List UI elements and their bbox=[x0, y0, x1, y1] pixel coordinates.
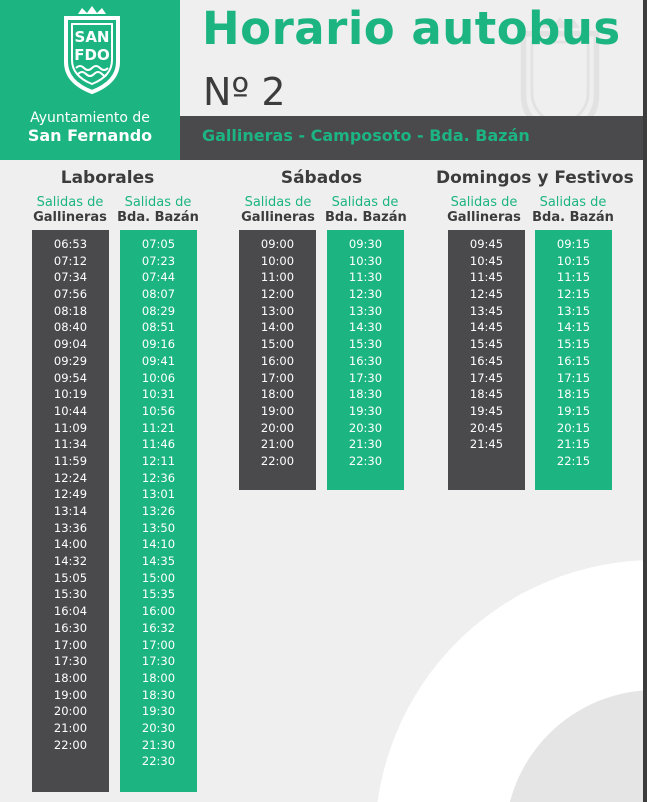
departure-time: 22:30 bbox=[348, 453, 383, 468]
departure-time: 17:00 bbox=[53, 637, 88, 652]
departure-time: 08:40 bbox=[53, 320, 88, 335]
times-column-laborales-bazan bbox=[120, 230, 197, 792]
departure-time: 13:45 bbox=[469, 303, 504, 318]
departure-time: 14:00 bbox=[53, 537, 88, 552]
departure-time: 20:30 bbox=[348, 420, 383, 435]
departure-time: 15:30 bbox=[53, 587, 88, 602]
departure-time: 13:00 bbox=[260, 303, 295, 318]
departure-time: 09:00 bbox=[260, 237, 295, 251]
column-header-gallineras bbox=[30, 195, 110, 225]
departure-time: 14:00 bbox=[260, 320, 295, 335]
times-column-domingos-bazan bbox=[535, 230, 612, 490]
departure-time: 19:30 bbox=[348, 403, 383, 418]
departure-time: 21:30 bbox=[141, 737, 176, 752]
departure-time: 16:15 bbox=[556, 353, 591, 368]
departure-time: 12:49 bbox=[53, 487, 88, 502]
departure-time: 19:30 bbox=[141, 704, 176, 719]
ayuntamiento-label: Ayuntamiento de bbox=[30, 110, 150, 126]
departure-time: 21:00 bbox=[260, 437, 295, 452]
departure-time: 09:54 bbox=[53, 370, 88, 385]
column-header-bottom: Bda. Bazán bbox=[117, 210, 199, 225]
departure-time: 11:59 bbox=[53, 453, 88, 468]
departure-time: 14:15 bbox=[556, 320, 591, 335]
departure-time: 10:56 bbox=[141, 403, 176, 418]
departure-time: 11:21 bbox=[141, 420, 176, 435]
column-header-gallineras bbox=[239, 195, 317, 225]
departure-time: 12:30 bbox=[348, 287, 383, 302]
departure-time: 17:45 bbox=[469, 370, 504, 385]
departure-time: 09:30 bbox=[348, 237, 383, 251]
departure-time: 11:34 bbox=[53, 437, 88, 452]
departure-time: 20:30 bbox=[141, 720, 176, 735]
svg-text:SAN: SAN bbox=[74, 28, 110, 46]
departure-time: 19:00 bbox=[53, 687, 88, 702]
column-header-bazan bbox=[325, 195, 405, 225]
departure-time: 11:00 bbox=[260, 270, 295, 285]
departure-time: 17:30 bbox=[141, 654, 176, 669]
departure-time: 09:41 bbox=[141, 353, 176, 368]
departure-time: 10:15 bbox=[556, 253, 591, 268]
column-header-bottom: Gallineras bbox=[33, 210, 107, 225]
departure-time: 11:45 bbox=[469, 270, 504, 285]
departure-time: 08:07 bbox=[141, 287, 176, 302]
column-header-bottom: Bda. Bazán bbox=[325, 210, 407, 225]
departure-time: 10:30 bbox=[348, 253, 383, 268]
departure-time: 06:53 bbox=[53, 237, 88, 251]
departure-time: 15:45 bbox=[469, 337, 504, 352]
times-column-sabados-bazan bbox=[327, 230, 404, 490]
departure-time: 19:45 bbox=[469, 403, 504, 418]
departure-time: 07:12 bbox=[53, 253, 88, 268]
departure-time: 09:29 bbox=[53, 353, 88, 368]
times-column-sabados-gallineras bbox=[239, 230, 316, 490]
column-header-top: Salidas de bbox=[331, 195, 399, 210]
departure-time: 13:14 bbox=[53, 504, 88, 518]
san-fernando-label: San Fernando bbox=[27, 126, 153, 145]
departure-time: 18:00 bbox=[260, 387, 295, 402]
departure-time: 17:00 bbox=[260, 370, 295, 385]
departure-time: 12:24 bbox=[53, 470, 88, 485]
departure-time: 18:15 bbox=[556, 387, 591, 402]
departure-time: 09:45 bbox=[469, 237, 504, 251]
column-header-bottom: Gallineras bbox=[241, 210, 315, 225]
header-brand-block bbox=[0, 0, 180, 160]
departure-time: 15:30 bbox=[348, 337, 383, 352]
departure-time: 10:45 bbox=[469, 253, 504, 268]
departure-time: 15:05 bbox=[53, 570, 88, 585]
departure-time: 14:30 bbox=[348, 320, 383, 335]
departure-time: 12:15 bbox=[556, 287, 591, 302]
column-header-bottom: Gallineras bbox=[447, 210, 521, 225]
departure-time: 14:10 bbox=[141, 537, 176, 552]
departure-time: 14:32 bbox=[53, 554, 88, 569]
departure-time: 18:45 bbox=[469, 387, 504, 402]
departure-time: 13:15 bbox=[556, 303, 591, 318]
column-header-top: Salidas de bbox=[539, 195, 607, 210]
times-column-domingos-gallineras bbox=[448, 230, 525, 490]
departure-time: 10:06 bbox=[141, 370, 176, 385]
departure-time: 18:00 bbox=[141, 670, 176, 685]
departure-time: 13:26 bbox=[141, 504, 176, 518]
departure-time: 11:09 bbox=[53, 420, 88, 435]
departure-time: 10:44 bbox=[53, 403, 88, 418]
route-number: Nº 2 bbox=[203, 70, 286, 114]
departure-time: 22:30 bbox=[141, 754, 176, 769]
departure-time: 15:00 bbox=[260, 337, 295, 352]
column-header-top: Salidas de bbox=[124, 195, 192, 210]
departure-time: 11:46 bbox=[141, 437, 176, 452]
departure-time: 17:00 bbox=[141, 637, 176, 652]
departure-time: 07:23 bbox=[141, 253, 176, 268]
san-fernando-logo-icon bbox=[60, 4, 124, 98]
departure-time: 16:30 bbox=[348, 353, 383, 368]
departure-time: 09:15 bbox=[556, 237, 591, 251]
departure-time: 13:30 bbox=[348, 303, 383, 318]
departure-time: 08:29 bbox=[141, 303, 176, 318]
departure-time: 21:15 bbox=[556, 437, 591, 452]
departure-time: 18:30 bbox=[348, 387, 383, 402]
right-edge-border bbox=[643, 0, 647, 802]
departure-time: 08:18 bbox=[53, 303, 88, 318]
departure-time: 13:36 bbox=[53, 520, 88, 535]
departure-time: 07:05 bbox=[141, 237, 176, 251]
section-title-laborales: Laborales bbox=[60, 168, 155, 188]
departure-time: 13:50 bbox=[141, 520, 176, 535]
departure-time: 21:30 bbox=[348, 437, 383, 452]
departure-time: 20:15 bbox=[556, 420, 591, 435]
departure-time: 07:56 bbox=[53, 287, 88, 302]
column-header-bazan bbox=[117, 195, 199, 225]
departure-time: 11:15 bbox=[556, 270, 591, 285]
departure-time: 16:30 bbox=[53, 620, 88, 635]
departure-time: 14:35 bbox=[141, 554, 176, 569]
departure-time: 18:30 bbox=[141, 687, 176, 702]
departure-time: 16:00 bbox=[260, 353, 295, 368]
route-name: Gallineras - Camposoto - Bda. Bazán bbox=[202, 126, 530, 145]
departure-time: 19:00 bbox=[260, 403, 295, 418]
departure-time: 20:00 bbox=[260, 420, 295, 435]
departure-time: 10:31 bbox=[141, 387, 176, 402]
column-header-top: Salidas de bbox=[450, 195, 518, 210]
times-column-laborales-gallineras bbox=[32, 230, 109, 792]
departure-time: 21:00 bbox=[53, 720, 88, 735]
departure-time: 09:04 bbox=[53, 337, 88, 352]
section-title-domingos: Domingos y Festivos bbox=[436, 168, 634, 188]
departure-time: 12:36 bbox=[141, 470, 176, 485]
departure-time: 15:00 bbox=[141, 570, 176, 585]
departure-time: 16:04 bbox=[53, 604, 88, 619]
departure-time: 21:45 bbox=[469, 437, 504, 452]
departure-time: 07:44 bbox=[141, 270, 176, 285]
departure-time: 12:11 bbox=[141, 453, 176, 468]
departure-time: 16:00 bbox=[141, 604, 176, 619]
departure-time: 10:19 bbox=[53, 387, 88, 402]
departure-time: 17:15 bbox=[556, 370, 591, 385]
departure-time: 12:00 bbox=[260, 287, 295, 302]
departure-time: 15:15 bbox=[556, 337, 591, 352]
departure-time: 12:45 bbox=[469, 287, 504, 302]
column-header-top: Salidas de bbox=[244, 195, 312, 210]
departure-time: 14:45 bbox=[469, 320, 504, 335]
column-header-gallineras bbox=[444, 195, 524, 225]
departure-time: 20:00 bbox=[53, 704, 88, 719]
column-header-top: Salidas de bbox=[36, 195, 104, 210]
departure-time: 16:32 bbox=[141, 620, 176, 635]
departure-time: 22:00 bbox=[260, 453, 295, 468]
departure-time: 10:00 bbox=[260, 253, 295, 268]
departure-time: 13:01 bbox=[141, 487, 176, 502]
departure-time: 17:30 bbox=[348, 370, 383, 385]
departure-time: 19:15 bbox=[556, 403, 591, 418]
departure-time: 17:30 bbox=[53, 654, 88, 669]
departure-time: 07:34 bbox=[53, 270, 88, 285]
departure-time: 20:45 bbox=[469, 420, 504, 435]
departure-time: 11:30 bbox=[348, 270, 383, 285]
page-title: Horario autobus bbox=[202, 2, 621, 55]
departure-time: 08:51 bbox=[141, 320, 176, 335]
column-header-bazan bbox=[532, 195, 614, 225]
departure-time: 15:35 bbox=[141, 587, 176, 602]
departure-time: 22:15 bbox=[556, 453, 591, 468]
departure-time: 16:45 bbox=[469, 353, 504, 368]
departure-time: 09:16 bbox=[141, 337, 176, 352]
section-title-sabados: Sábados bbox=[280, 168, 363, 188]
svg-text:FDO: FDO bbox=[74, 46, 110, 64]
departure-time: 22:00 bbox=[53, 737, 88, 752]
departure-time: 18:00 bbox=[53, 670, 88, 685]
column-header-bottom: Bda. Bazán bbox=[532, 210, 614, 225]
